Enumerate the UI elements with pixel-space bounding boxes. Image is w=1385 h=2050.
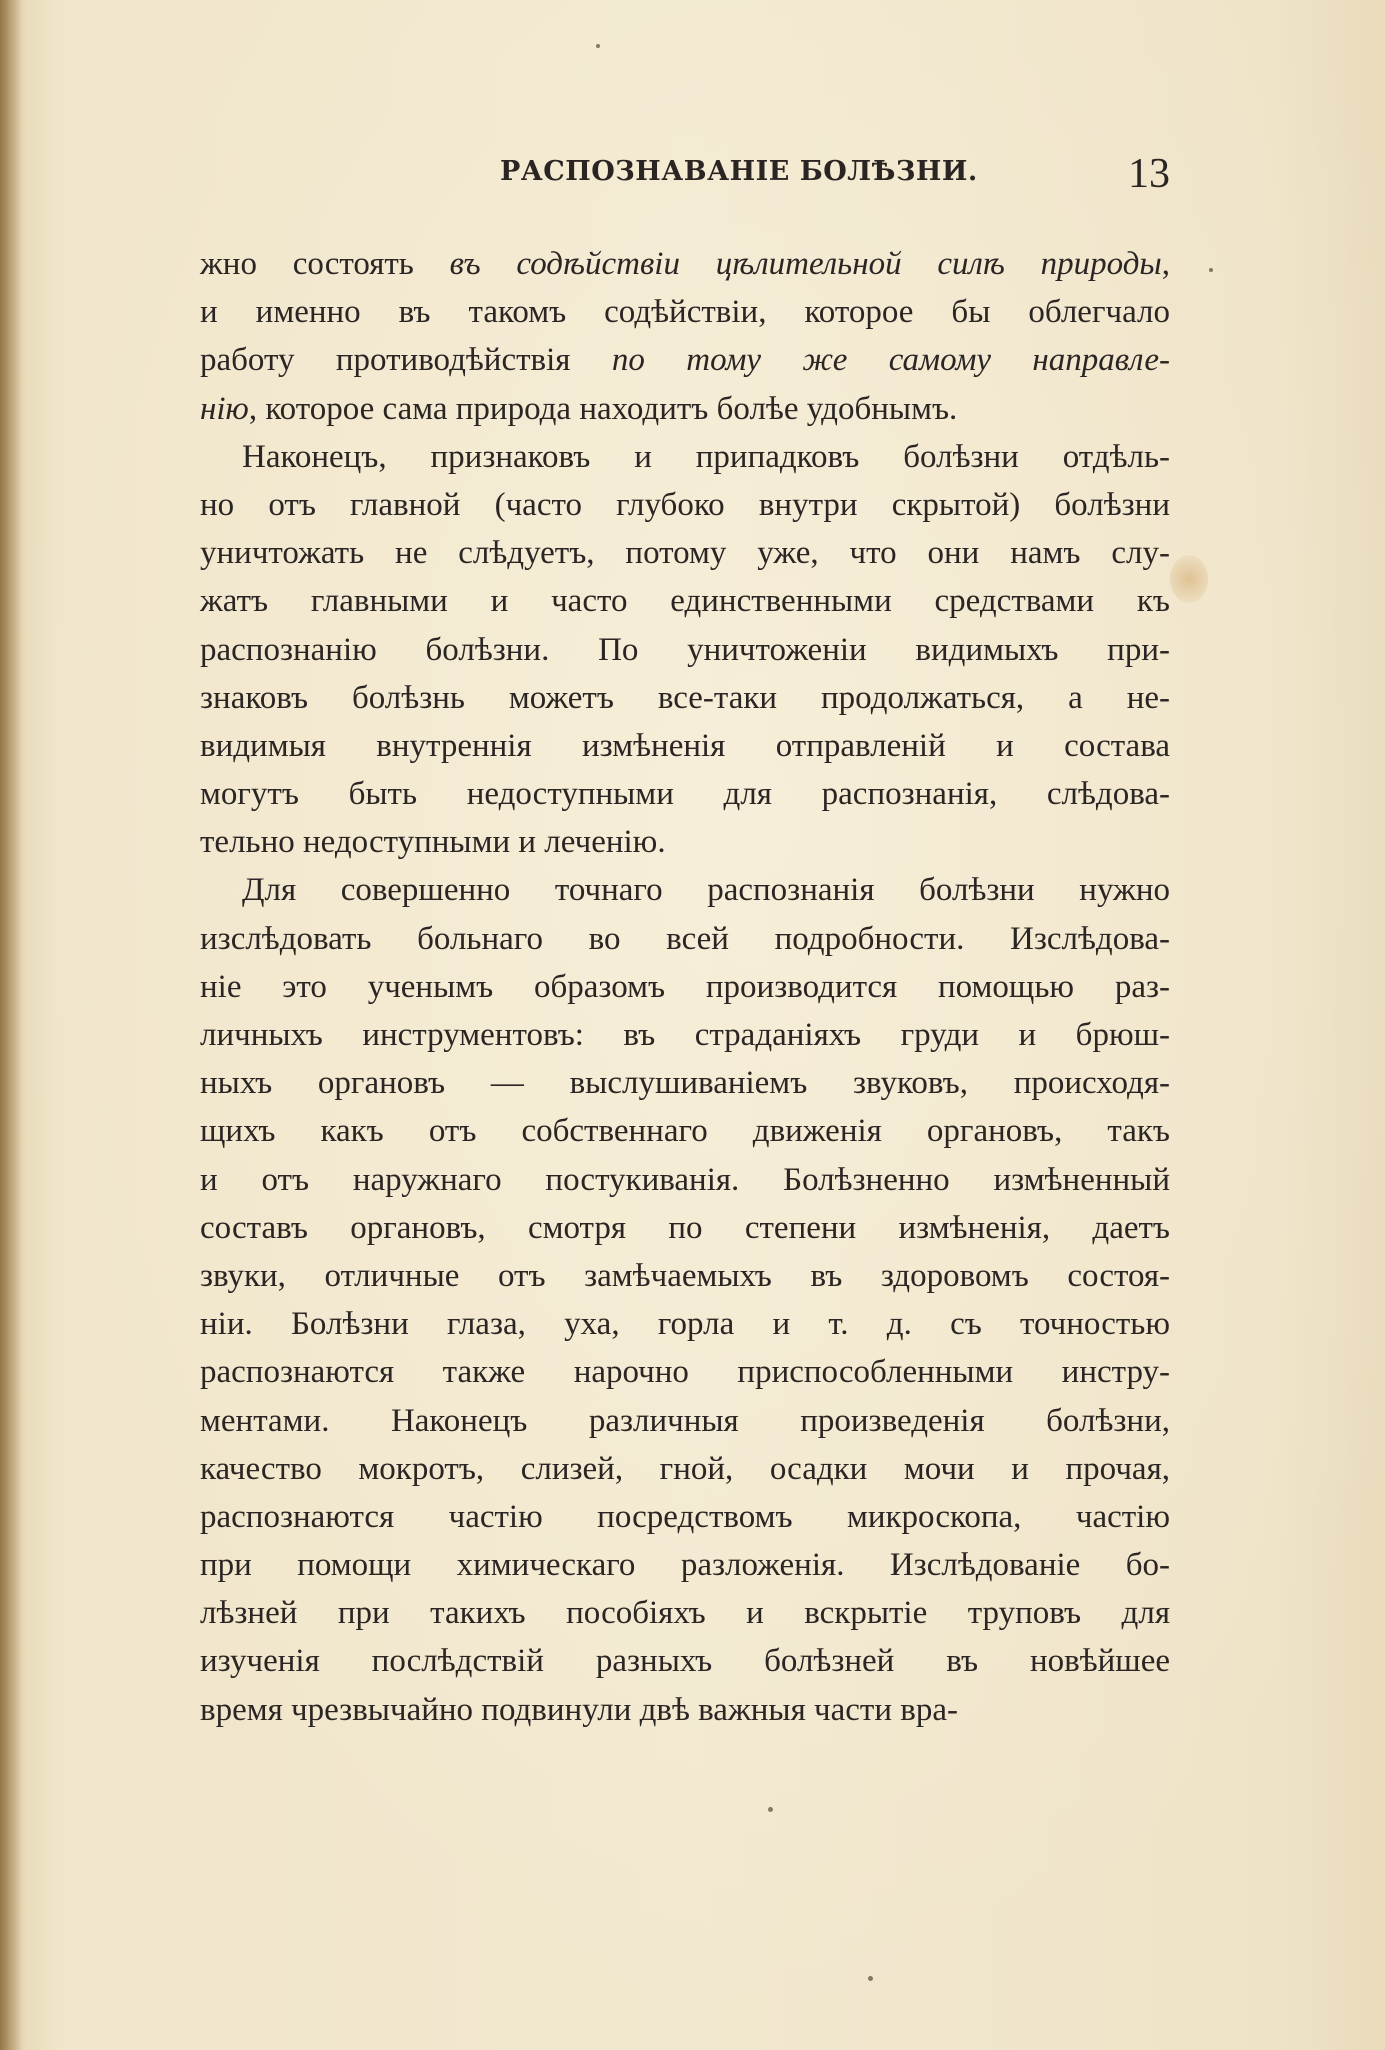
text-run: знаковъ болѣзнь можетъ все-таки продолжаться, а не- xyxy=(200,679,1170,716)
text-run: звуки, отличные отъ замѣчаемыхъ въ здоровомъ состоя- xyxy=(200,1257,1170,1294)
text-run: изслѣдовать больнаго во всей подробности. Изслѣдова- xyxy=(200,920,1170,957)
text-run: Для совершенно точнаго распознанія болѣзни нужно xyxy=(242,872,1170,909)
text-run: распознанію болѣзни. По уничтоженіи видимыхъ при- xyxy=(200,631,1170,668)
text-line xyxy=(200,1252,1170,1300)
text-line xyxy=(200,1445,1170,1493)
binding-shadow xyxy=(0,0,22,2050)
text-run: , которое сама природа находитъ болѣе удобнымъ. xyxy=(248,390,958,427)
text-line xyxy=(200,1686,1170,1734)
text-run: , xyxy=(1161,246,1170,282)
text-run: ніи. Болѣзни глаза, уха, горла и т. д. съ точностью xyxy=(200,1306,1170,1343)
text-run: работу противодѣйствія xyxy=(200,342,612,379)
text-run: уничтожать не слѣдуетъ, потому уже, что они намъ слу- xyxy=(200,535,1170,572)
text-line xyxy=(200,626,1170,674)
text-run: Наконецъ, признаковъ и припадковъ болѣзни отдѣль- xyxy=(242,438,1170,475)
text-line xyxy=(200,529,1170,577)
text-run: жатъ главными и часто единственными средствами къ xyxy=(200,583,1170,620)
text-line xyxy=(200,722,1170,770)
text-line xyxy=(200,1493,1170,1541)
running-title: РАСПОЗНАВАНІЕ БОЛѢЗНИ. xyxy=(500,156,978,187)
body-text xyxy=(200,240,1170,1734)
text-run: распознаются также нарочно приспособленными инстру- xyxy=(200,1354,1170,1391)
text-run: изученія послѣдствій разныхъ болѣзней въ новѣйшее xyxy=(200,1643,1170,1680)
text-line xyxy=(200,1348,1170,1396)
text-run: личныхъ инструментовъ: въ страданіяхъ груди и брюш- xyxy=(200,1017,1170,1053)
text-line xyxy=(200,336,1170,384)
text-line xyxy=(200,1300,1170,1348)
text-line xyxy=(200,1107,1170,1155)
text-line xyxy=(200,1397,1170,1445)
running-head xyxy=(200,150,1170,200)
italic-text: по тому же самому направле- xyxy=(611,342,1170,379)
text-line xyxy=(200,1156,1170,1204)
text-line xyxy=(200,770,1170,818)
text-run: тельно недоступными и леченію. xyxy=(200,824,666,861)
text-line xyxy=(200,481,1170,529)
italic-text: нію xyxy=(200,390,249,427)
text-run: ныхъ органовъ — выслушиваніемъ звуковъ, происходя- xyxy=(200,1065,1170,1102)
text-line xyxy=(200,433,1170,481)
paper-speck xyxy=(768,1807,773,1812)
text-run: но отъ главной (часто глубоко внутри скрытой) болѣзни xyxy=(200,486,1170,523)
text-run: лѣзней при такихъ пособіяхъ и вскрытіе труповъ для xyxy=(200,1595,1170,1632)
text-line xyxy=(200,240,1170,288)
text-line xyxy=(200,866,1170,914)
page-number: 13 xyxy=(1128,151,1170,197)
text-run: составъ органовъ, смотря по степени измѣненія, даетъ xyxy=(200,1209,1170,1246)
text-run: ніе это ученымъ образомъ производится помощью раз- xyxy=(200,968,1170,1005)
text-line xyxy=(200,385,1170,433)
paper-speck xyxy=(868,1976,873,1981)
italic-text: въ содѣйствіи цѣлительной силѣ природы xyxy=(449,246,1162,282)
text-run: и отъ наружнаго постукиванія. Болѣзненно измѣненный xyxy=(200,1161,1170,1198)
text-run: ментами. Наконецъ различныя произведенія болѣзни, xyxy=(200,1402,1170,1439)
text-line xyxy=(200,288,1170,336)
text-line xyxy=(200,674,1170,722)
text-line xyxy=(200,1541,1170,1589)
text-run: время чрезвычайно подвинули двѣ важныя части вра- xyxy=(200,1691,958,1728)
text-run: качество мокротъ, слизей, гной, осадки мочи и прочая, xyxy=(200,1450,1170,1487)
text-run: и именно въ такомъ содѣйствіи, которое бы облегчало xyxy=(200,294,1170,331)
paper-speck xyxy=(1209,268,1213,272)
text-run: распознаются частію посредствомъ микроскопа, частію xyxy=(200,1498,1170,1535)
text-run: щихъ какъ отъ собственнаго движенія органовъ, такъ xyxy=(200,1113,1170,1150)
text-line xyxy=(200,1059,1170,1107)
text-line xyxy=(200,818,1170,866)
text-line xyxy=(200,1637,1170,1685)
text-run: при помощи химическаго разложенія. Изслѣдованіе бо- xyxy=(200,1547,1170,1584)
text-run: жно состоять xyxy=(200,246,450,282)
text-line xyxy=(200,1204,1170,1252)
text-line xyxy=(200,1011,1170,1059)
text-line xyxy=(200,577,1170,625)
text-line xyxy=(200,915,1170,963)
paper-speck xyxy=(596,44,600,48)
text-run: могутъ быть недоступными для распознанія, слѣдова- xyxy=(200,776,1170,813)
text-line xyxy=(200,963,1170,1011)
paper-stain xyxy=(1170,555,1208,603)
text-run: видимыя внутреннія измѣненія отправленій и состава xyxy=(200,727,1170,764)
text-line xyxy=(200,1589,1170,1637)
